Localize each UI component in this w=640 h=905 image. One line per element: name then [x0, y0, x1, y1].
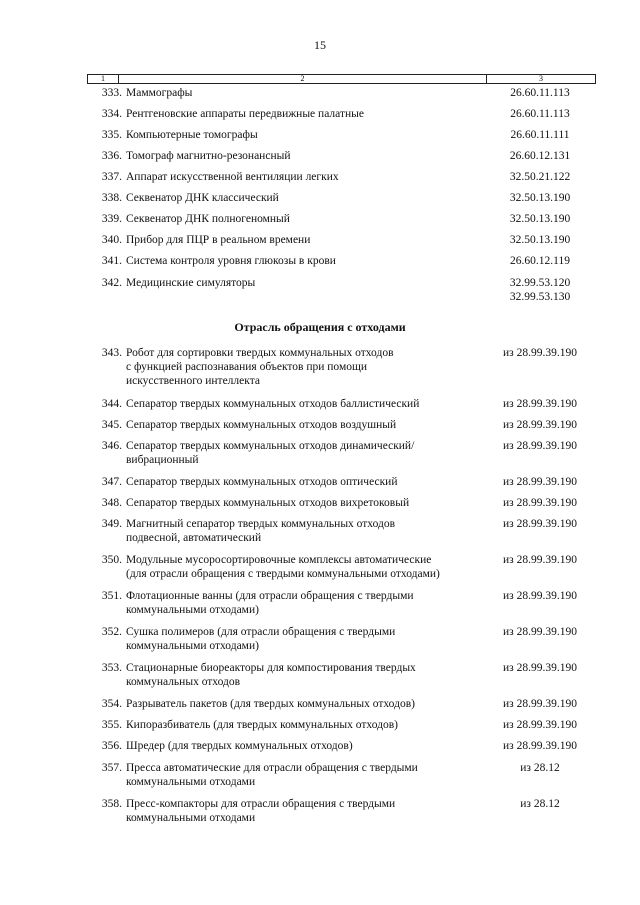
row-code-line: 26.60.11.111 — [510, 129, 570, 141]
row-name — [126, 86, 486, 100]
row-number: 350. — [101, 554, 122, 566]
row-name — [126, 625, 486, 653]
row-number: 356. — [101, 740, 122, 752]
row-number: 334. — [101, 108, 122, 120]
row-name-line: Маммографы — [126, 87, 193, 99]
row-name-line: Разрыватель пакетов (для твердых коммунальных отходов) — [126, 698, 415, 710]
row-name-line: с функцией распознавания объектов при помощи — [126, 361, 367, 373]
row-code-line: 32.50.13.190 — [509, 234, 571, 246]
row-name-line: Компьютерные томографы — [126, 129, 258, 141]
row-number: 357. — [101, 762, 122, 774]
row-number: 343. — [101, 347, 122, 359]
row-number: 341. — [101, 255, 122, 267]
row-code — [490, 418, 590, 432]
row-name-line: Робот для сортировки твердых коммунальных отходов — [126, 347, 394, 359]
row-name-line: Флотационные ванны (для отрасли обращения с твердыми — [126, 590, 414, 602]
row-name-line: Сепаратор твердых коммунальных отходов вихретоковый — [126, 497, 410, 509]
row-name-line: Модульные мусоросортировочные комплексы автоматические — [126, 554, 432, 566]
row-number: 345. — [101, 419, 122, 431]
row-name-line: коммунальными отходами — [126, 776, 256, 788]
row-code-line: 32.99.53.130 — [509, 291, 571, 303]
row-code-line: из 28.99.39.190 — [503, 518, 577, 530]
row-code-line: из 28.99.39.190 — [503, 554, 577, 566]
row-name-line: Сепаратор твердых коммунальных отходов воздушный — [126, 419, 397, 431]
row-name-line: Кипоразбиватель (для твердых коммунальных отходов) — [126, 719, 398, 731]
row-code-line: из 28.99.39.190 — [503, 419, 577, 431]
row-name-line: Система контроля уровня глюкозы в крови — [126, 255, 336, 267]
row-number: 337. — [101, 171, 122, 183]
row-name — [126, 397, 486, 411]
row-code — [490, 254, 590, 268]
row-code-line: из 28.99.39.190 — [503, 497, 577, 509]
header-col-2: 2 — [119, 75, 487, 83]
row-name-line: Сепаратор твердых коммунальных отходов динамический/ — [126, 440, 415, 452]
row-number: 336. — [101, 150, 122, 162]
row-name-line: коммунальными отходами) — [126, 604, 259, 616]
row-code-line: из 28.12 — [520, 798, 560, 810]
row-name — [126, 517, 486, 545]
row-name — [126, 697, 486, 711]
row-number: 339. — [101, 213, 122, 225]
row-number: 347. — [101, 476, 122, 488]
row-code — [490, 797, 590, 811]
row-number: 352. — [101, 626, 122, 638]
row-name-line: Медицинские симуляторы — [126, 277, 256, 289]
row-code-line: из 28.99.39.190 — [503, 719, 577, 731]
row-name-line: Секвенатор ДНК классический — [126, 192, 279, 204]
row-name-line: коммунальных отходов — [126, 676, 241, 688]
row-code — [490, 553, 590, 567]
row-name-line: коммунальными отходами) — [126, 640, 259, 652]
row-code-line: 32.50.21.122 — [509, 171, 571, 183]
row-name-line: коммунальными отходами — [126, 812, 256, 824]
row-code-line: 26.60.12.131 — [509, 150, 571, 162]
row-name-line: Секвенатор ДНК полногеномный — [126, 213, 290, 225]
row-number: 344. — [101, 398, 122, 410]
row-name-line: Рентгеновские аппараты передвижные палатные — [126, 108, 364, 120]
row-number: 335. — [101, 129, 122, 141]
row-code-line: 32.50.13.190 — [509, 192, 571, 204]
row-code-line: из 28.99.39.190 — [503, 626, 577, 638]
row-name — [126, 128, 486, 142]
row-name — [126, 170, 486, 184]
row-name-line: Сепаратор твердых коммунальных отходов баллистический — [126, 398, 420, 410]
row-code — [490, 739, 590, 753]
row-code — [490, 697, 590, 711]
row-name — [126, 739, 486, 753]
row-code — [490, 170, 590, 184]
row-code — [490, 496, 590, 510]
row-code-line: 26.60.12.119 — [510, 255, 570, 267]
row-number: 353. — [101, 662, 122, 674]
row-name-line: Шредер (для твердых коммунальных отходов) — [126, 740, 353, 752]
row-number: 351. — [101, 590, 122, 602]
row-number: 346. — [101, 440, 122, 452]
row-code-line: 26.60.11.113 — [510, 87, 570, 99]
row-name — [126, 553, 486, 581]
row-name — [126, 418, 486, 432]
row-name — [126, 212, 486, 226]
row-code-line: из 28.12 — [520, 762, 560, 774]
row-code — [490, 397, 590, 411]
row-name-line: подвесной, автоматический — [126, 532, 262, 544]
row-code — [490, 761, 590, 775]
row-code — [490, 475, 590, 489]
row-name-line: искусственного интеллекта — [126, 375, 260, 387]
page-number: 15 — [314, 38, 326, 52]
row-code-line: 26.60.11.113 — [510, 108, 570, 120]
row-name — [126, 107, 486, 121]
row-code — [490, 107, 590, 121]
row-number: 358. — [101, 798, 122, 810]
header-col-3: 3 — [539, 74, 543, 83]
row-name-line: вибрационный — [126, 454, 199, 466]
row-name-line: Аппарат искусственной вентиляции легких — [126, 171, 339, 183]
row-name — [126, 475, 486, 489]
row-number: 354. — [101, 698, 122, 710]
table-header — [87, 74, 596, 84]
row-code — [490, 276, 590, 304]
row-code — [490, 212, 590, 226]
row-code-line: из 28.99.39.190 — [503, 440, 577, 452]
row-code — [490, 233, 590, 247]
row-name-line: Томограф магнитно-резонансный — [126, 150, 291, 162]
row-name — [126, 797, 486, 825]
row-code-line: из 28.99.39.190 — [503, 347, 577, 359]
row-name — [126, 496, 486, 510]
row-name — [126, 761, 486, 789]
row-code — [490, 149, 590, 163]
row-code-line: из 28.99.39.190 — [503, 662, 577, 674]
row-name — [126, 439, 486, 467]
row-name-line: Стационарные биореакторы для компостирования твердых — [126, 662, 416, 674]
row-name-line: Пресс-компакторы для отрасли обращения с твердыми — [126, 798, 396, 810]
row-name — [126, 149, 486, 163]
row-code — [490, 718, 590, 732]
section-title: Отрасль обращения с отходами — [234, 320, 406, 334]
row-code-line: из 28.99.39.190 — [503, 398, 577, 410]
row-number: 342. — [101, 277, 122, 289]
row-name — [126, 191, 486, 205]
row-code — [490, 589, 590, 603]
row-name-line: Пресса автоматические для отрасли обращения с твердыми — [126, 762, 418, 774]
row-name — [126, 718, 486, 732]
row-code — [490, 439, 590, 453]
row-code-line: из 28.99.39.190 — [503, 740, 577, 752]
row-code — [490, 517, 590, 531]
row-name-line: Сепаратор твердых коммунальных отходов оптический — [126, 476, 398, 488]
row-name-line: Сушка полимеров (для отрасли обращения с твердыми — [126, 626, 396, 638]
row-code-line: 32.50.13.190 — [509, 213, 571, 225]
row-number: 340. — [101, 234, 122, 246]
row-name — [126, 346, 486, 388]
row-code — [490, 346, 590, 360]
row-code — [490, 625, 590, 639]
row-name-line: Прибор для ПЦР в реальном времени — [126, 234, 311, 246]
row-name — [126, 254, 486, 268]
row-name-line: (для отрасли обращения с твердыми коммунальными отходами) — [126, 568, 440, 580]
row-name-line: Магнитный сепаратор твердых коммунальных отходов — [126, 518, 396, 530]
row-number: 338. — [101, 192, 122, 204]
row-code-line: из 28.99.39.190 — [503, 698, 577, 710]
row-number: 333. — [101, 87, 122, 99]
row-code-line: из 28.99.39.190 — [503, 590, 577, 602]
row-number: 348. — [101, 497, 122, 509]
row-code-line: из 28.99.39.190 — [503, 476, 577, 488]
row-name — [126, 233, 486, 247]
row-number: 355. — [101, 719, 122, 731]
row-code — [490, 661, 590, 675]
header-col-1: 1 — [88, 75, 119, 83]
row-name — [126, 589, 486, 617]
row-code — [490, 128, 590, 142]
row-name — [126, 276, 486, 290]
row-number: 349. — [101, 518, 122, 530]
row-code — [490, 86, 590, 100]
row-code — [490, 191, 590, 205]
row-name — [126, 661, 486, 689]
row-code-line: 32.99.53.120 — [509, 277, 571, 289]
